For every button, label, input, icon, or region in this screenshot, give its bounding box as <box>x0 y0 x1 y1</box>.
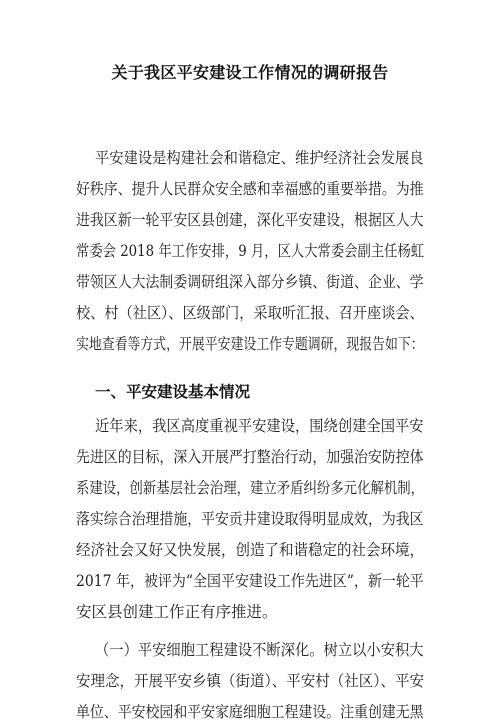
section-heading: 一、平安建设基本情况 <box>95 383 251 401</box>
section-line: 近年来，我区高度重视平安建设，围绕创建全国平安 <box>95 417 424 435</box>
subsection-line: 安理念，开展平安乡镇（街道）、平安村（社区）、平安 <box>76 672 425 690</box>
subsection-line: （一）平安细胞工程建设不断深化。树立以小安积大 <box>95 641 424 659</box>
intro-line: 带领区人大法制委调研组深入部分乡镇、街道、企业、学 <box>76 273 424 291</box>
intro-line: 进我区新一轮平安区县创建，深化平安建设，根据区人大 <box>76 211 424 229</box>
section-line: 安区县创建工作正有序推进。 <box>76 603 278 621</box>
section-line: 落实综合治理措施，平安贡井建设取得明显成效，为我区 <box>76 510 424 528</box>
section-line: 先进区的目标，深入开展严打整治行动，加强治安防控体 <box>76 448 424 466</box>
intro-line: 好秩序、提升人民群众安全感和幸福感的重要举措。为推 <box>76 180 424 198</box>
section-line: 系建设，创新基层社会治理，建立矛盾纠纷多元化解机制， <box>76 479 425 497</box>
intro-line: 校、村（社区）、区级部门，采取听汇报、召开座谈会、 <box>76 304 424 322</box>
document-title: 关于我区平安建设工作情况的调研报告 <box>111 63 389 82</box>
intro-line: 平安建设是构建社会和谐稳定、维护经济社会发展良 <box>95 149 424 167</box>
intro-line: 实地查看等方式，开展平安建设工作专题调研，现报告如下： <box>76 335 424 353</box>
subsection-line: 单位、平安校园和平安家庭细胞工程建设。注重创建无黑 <box>76 703 424 721</box>
intro-line: 常委会 2018 年工作安排，9 月，区人大常委会副主任杨虹 <box>76 242 425 260</box>
section-line: 经济社会又好又快发展，创造了和谐稳定的社会环境， <box>76 541 425 559</box>
section-line: 2017 年，被评为“全国平安建设工作先进区”，新一轮平 <box>76 572 424 590</box>
